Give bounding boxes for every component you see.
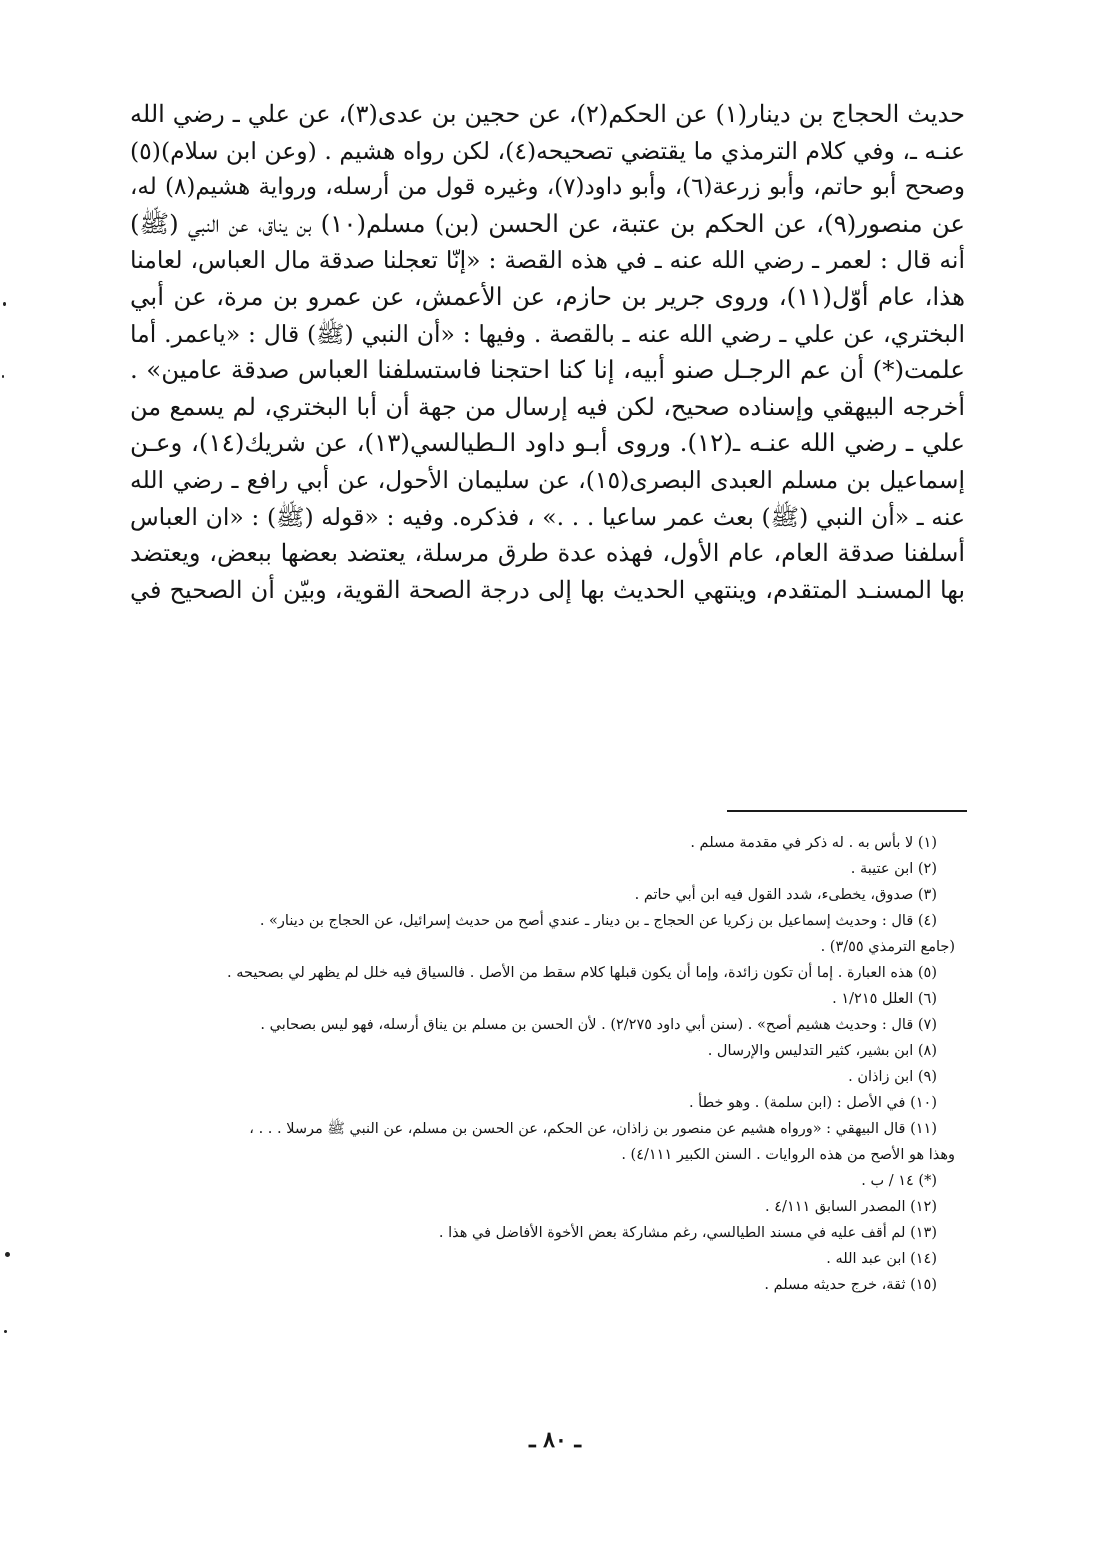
footnote: (٨) ابن بشير، كثير التدليس والإرسال .: [707, 1043, 937, 1059]
body-line: إسماعيل بن مسلم العبدى البصرى(١٥)، عن سليمان الأحول، عن أبي رافع ـ رضي الله: [130, 465, 965, 494]
footnote: (١٠) في الأصل : (ابن سلمة) . وهو خطأ .: [688, 1095, 937, 1111]
body-line: علي ـ رضي الله عنـه ـ(١٢). وروى أبـو داود الـطيالسي(١٣)، عن شريك(١٤)، وعـن: [130, 428, 965, 458]
body-line: عنه ـ «أن النبي (ﷺ) بعث عمر ساعيا . . .» ، فذكره. وفيه : «قوله (ﷺ) : «ان العباس: [130, 502, 965, 531]
body-line: علمت(*) أن عم الرجـل صنو أبيه، إنا كنا احتجنا فاستسلفنا العباس صدقة عامين» .: [130, 355, 965, 385]
footnote: (جامع الترمذي ٣/٥٥) .: [820, 939, 955, 955]
footnote: (١٣) لم أقف عليه في مسند الطيالسي، رغم مشاركة بعض الأخوة الأفاضل في هذا .: [438, 1225, 937, 1241]
footnote: (١٤) ابن عبد الله .: [826, 1251, 937, 1267]
body-line: عنـه ـ، وفي كلام الترمذي ما يقتضي تصحيحه(٤)، لكن رواه هشيم . (وعن ابن سلام)(٥): [130, 136, 965, 165]
footnote: (٧) قال : وحديث هشيم أصح» . (سنن أبي داود ٢/٢٧٥) . لأن الحسن بن مسلم بن يناق أرسله، فهو ليس بصحابي .: [260, 1017, 937, 1033]
scan-speck: [2, 375, 4, 378]
footnote: (٩) ابن زاذان .: [848, 1069, 937, 1085]
body-line: أنه قال : لعمر ـ رضي الله عنه ـ في هذه القصة : «إنّا تعجلنا صدقة مال العباس، لعامنا: [130, 246, 965, 275]
footnote: (١٥) ثقة، خرج حديثه مسلم .: [764, 1277, 937, 1293]
scan-speck: [5, 1252, 10, 1257]
footnote: (٥) هذه العبارة . إما أن تكون زائدة، وإما أن يكون قبلها كلام سقط من الأصل . فالسياق فيه خلل لم يظهر لي بصحيحه .: [227, 965, 937, 981]
footnote: (٤) قال : وحديث إسماعيل بن زكريا عن الحجاج ـ بن دينار ـ عندي أصح من حديث إسرائيل، عن الحجاج بن دينار» .: [259, 913, 937, 929]
body-line: وصحح أبو حاتم، وأبو زرعة(٦)، وأبو داود(٧)، وغيره قول من أرسله، ورواية هشيم(٨) له،: [130, 174, 965, 201]
footnote: (١٢) المصدر السابق ٤/١١١ .: [765, 1199, 937, 1215]
footnote-separator-rule: [727, 810, 967, 812]
body-line: البختري، عن علي ـ رضي الله عنه ـ بالقصة . وفيها : «أن النبي (ﷺ) قال : «ياعمر. أما: [130, 319, 965, 348]
body-line: هذا، عام أوّل(١١)، وروى جرير بن حازم، عن الأعمش، عن عمرو بن مرة، عن أبي: [130, 281, 965, 311]
footnote: (٦) العلل ١/٢١٥ .: [832, 991, 937, 1007]
body-line: عن منصور(٩)، عن الحكم بن عتبة، عن الحسن (بن) مسلم(١٠) بن يناق، عن النبي (ﷺ): [130, 208, 965, 238]
scan-speck: [3, 302, 6, 306]
body-line: أسلفنا صدقة العام، عام الأول، فهذه عدة طرق مرسلة، يعتضد بعضها ببعض، ويعتضد: [130, 539, 965, 568]
footnote: وهذا هو الأصح من هذه الروايات . السنن الكبير ٤/١١١) .: [621, 1147, 955, 1163]
page-number: ـ ٨٠ ـ: [529, 1427, 581, 1453]
footnote: (١) لا بأس به . له ذكر في مقدمة مسلم .: [690, 835, 937, 851]
footnotes-section: [135, 830, 955, 1298]
body-line: حديث الحجاج بن دينار(١) عن الحكم(٢)، عن حجين بن عدى(٣)، عن علي ـ رضي الله: [130, 100, 965, 128]
footnote: (٢) ابن عتيبة .: [850, 861, 937, 877]
main-body-text: [130, 96, 965, 608]
footnote: (*) ١٤ / ب .: [861, 1173, 937, 1189]
footnote: (٣) صدوق، يخطىء، شدد القول فيه ابن أبي حاتم .: [634, 887, 937, 903]
body-line: أخرجه البيهقي وإسناده صحيح، لكن فيه إرسال من جهة أن أبا البختري، لم يسمع من: [130, 392, 965, 421]
footnote: (١١) قال البيهقي : «ورواه هشيم عن منصور بن زاذان، عن الحكم، عن الحسن بن مسلم، عن النبي ﷺ مرسلا . . . ،: [249, 1121, 937, 1137]
body-line: بها المسنـد المتقدم، وينتهي الحديث بها إلى درجة الصحة القوية، وبيّن أن الصحيح في: [130, 575, 965, 604]
scan-speck: [4, 1330, 7, 1333]
